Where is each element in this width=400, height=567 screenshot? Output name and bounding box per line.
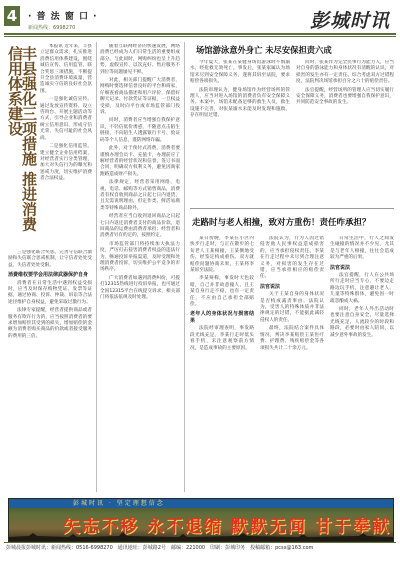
left-column-bottom [8,250,92,490]
paragraph: 本报讯 近年来，丰县立足群众需求，扎实推进消费信用体系建设，围绕诚信宣传、信用监管、联合奖惩三项措施，不断提升全县消费环境质量，营造诚实守信的良好社会氛围。 [40,44,92,94]
soldier-silhouettes-graphic [9,531,393,541]
subheading: 消费维权要学会用法律武器保护自身 [8,272,89,279]
paragraph: 法官提醒，经营场所的管理人应当切实履行安全保障义务，消费者也要增强自我保护意识，共同防范安全事故的发生。 [296,87,394,106]
subheading: 老年人的身体状况与损害结果 [190,311,254,324]
masthead: 彭城时讯 [309,10,390,32]
story-headline: 场馆游泳意外身亡 未尽安保担责六成 [196,45,332,55]
page-number: 4 [4,6,20,26]
subheading: 法官说法 [260,283,281,290]
banner-top-text: 彭城时讯 · 坚定理想信念 [73,500,165,507]
paragraph: 二是强化信用监管。建立健全企业信用档案，对经营者实行分类管理，加大对失信行为的曝光和惩戒力度，切实维护消费者合法权益。 [40,144,92,182]
header-rule-thin [4,36,396,37]
paragraph: 最终，法院结合案件具体情况，判决李某赔偿王某医疗费、护理费、残疾赔偿金等各项损失共计二十余万元。 [260,326,324,351]
paragraph: 消费者在日常生活中遇到权益受损时，应当及时保存购物凭证、发票等证据，通过协商、投诉、仲裁、诉讼等合法途径维护自身权益，避免采取过激行为。 [8,280,92,305]
paragraph: 广大消费者如遇到消费纠纷，可拨打12315热线进行投诉举报，也可通过全国12315平台在线提交诉求，相关部门将依法依规及时处理。 [100,275,180,301]
paragraph: 法律规定，经营者采用网络、电视、电话、邮购等方式销售商品，消费者有权自收到商品之日起七日内退货，且无需说明理由，但定作类、鲜活易腐类等特殊商品除外。 [100,180,180,211]
paragraph: 一是强化诚信宣传。通过发放宣传资料、设立咨询台、开展主题活动等方式，引导企业和消费者树立信用意识，形成守信光荣、失信可耻的社会风尚。 [40,97,92,141]
paragraph: 同时，张某作为完全民事行为能力人，应当对自身的游泳能力和身体状况有清醒的认识，对损害的发生亦有一定责任。综合考虑双方过错程度，法院判决场馆承担百分之六十的赔偿责任。 [296,60,394,85]
paragraph: 经营者应当自收到退回商品之日起七日内返还消费者支付的商品价款。退回商品的运费由消费者承担；经营者和消费者另有约定的，按照约定。 [100,214,180,239]
paragraph: 今年夏天，张某在某健身场馆游泳时不慎溺水，经抢救无效死亡。事发后，张某家属认为场馆未尽到安全保障义务，遂将其诉至法院，要求赔偿各项损失。 [190,60,290,85]
left-column-top [40,44,92,244]
slogan-banner [8,498,394,542]
paragraph: 此外，对于预付式消费，消费者要谨慎办理会员卡、充值卡，办理前应了解经营者的经营状况和信誉，签订书面合同，明确双方权利义务，避免因商家跑路造成财产损失。 [100,146,180,177]
paragraph: 对此，相关部门提醒广大消费者，网购时要选择信誉良好的平台和商家，仔细查看商品描述和用户评价，保留好聊天记录、付款凭证等证据，一旦权益受损，及时向平台或市场监管部门投诉。 [100,78,180,116]
paragraph: 法院审理认为，健身场馆作为经营场所的管理人，应当对进入场馆的消费者负有安全保障义务。本案中，场馆未配备足够的救生人员，救生设施不完善，对张某溺水未能及时发现和施救，存在明显过错。 [190,87,290,119]
banner-top-strip [9,499,393,508]
story1-column-b [296,60,394,202]
banner-slogan: 矢志不移 永不退缩 默默无闻 甘于奉献 [63,517,391,537]
page-footer: 彭城晨报彭城时讯：新闻热线：0516-6998270 通讯地址：彭城路2号 邮编：221000 印刷：彭城印务 投稿邮箱：pcsx@163.com [6,545,314,551]
paragraph: 法院经审理查明，事发路段光线充足，李某行走时低头看手机，未注意观察前方情况，是造成事故的主要原因。 [190,326,254,351]
paragraph: 同时，消费者应当增强自我保护意识，不轻信低价诱惑，不随意点击陌生链接，不向陌生人透露银行卡号、验证码等个人信息，谨防网络诈骗。 [100,118,180,143]
story2-column-b [260,236,324,492]
section-label: · 普 法 窗 口 · [28,12,98,22]
paragraph: 关于王某自身的身体状况是否构成减责事由，法院认为，受害人的特殊体质并非法律规定的过错，不能据此减轻侵权人的责任。 [260,292,324,323]
footer-rule [4,542,396,543]
subheading: 法官说法 [330,264,351,271]
story2-column-a [190,236,254,492]
story-headline: 走路时与老人相撞，致对方重伤！责任咋承担？ [192,218,371,228]
middle-column [100,44,180,490]
paragraph: 某日傍晚，李某在小区内快步行走时，与正在散步的七旬老人王某相撞，王某倒地受伤，经鉴定构成重伤。双方就赔偿问题协商未果，王某将李某诉至法院。 [190,236,254,274]
paragraph: 日常生活中，行人之间发生碰撞的情况并不少见，尤其是与老年人相撞，往往会造成较为严重的后果。 [330,236,394,261]
paragraph: 随着互联网经济的快速发展，网络消费已经成为人们日常生活的重要组成部分。与此同时，网购纠纷也呈上升趋势，虚假宣传、以次充好、售后服务不到位等问题屡见不鲜。 [100,44,180,75]
vertical-headline: 丰县强化三项措施 推进消费信用体系建设 [6,46,38,232]
paragraph: 法院认为，行为人因过错侵害他人民事权益造成损害的，应当承担侵权责任。李某在行走过程中未尽到合理注意义务，对损害的发生存在过错，应当承担相应的赔偿责任。 [260,236,324,280]
paragraph: 同时，老年人外出活动时也要注意自身安全，尽量选择光线充足、人流较少的时段和路段，必要时由家人陪同，以减少意外事故的发生。 [330,307,394,338]
story2-column-c [330,236,394,492]
paragraph: 法律专家提醒，经营者提供商品或者服务有欺诈行为的，应当按照消费者的要求增加赔偿其受到的损失，增加赔偿的金额为消费者购买商品的价款或者接受服务的费用的三倍。 [8,308,92,339]
column-divider [96,42,97,492]
paragraph: 三是强化联合奖惩。完善守信联合激励和失信联合惩戒机制，让守信者处处受益、失信者处处受限。 [8,250,92,268]
paragraph: 法官提醒，行人在公共场所行走时应当专心，不要边走路边玩手机，注意避让老人、儿童等特殊群体，避免因一时疏忽酿成大祸。 [330,273,394,304]
page-header [0,0,400,36]
story1-column-a [190,60,290,202]
header-meta: 新闻热线：6998270 [28,25,76,31]
paragraph: 市场监管部门将持续加大执法力度，严厉打击侵害消费者权益的违法行为，畅通投诉举报渠道，及时受理和处理消费者投诉，切实维护公平竞争的市场秩序。 [100,241,180,273]
column-divider [184,42,185,492]
paragraph: 李某辩称，事发时天色较暗，自己并非故意撞人，且王某自身行走不稳，也有一定责任，不应由自己承担全部赔偿。 [190,276,254,308]
header-rule [4,33,396,35]
story-divider [190,208,394,209]
